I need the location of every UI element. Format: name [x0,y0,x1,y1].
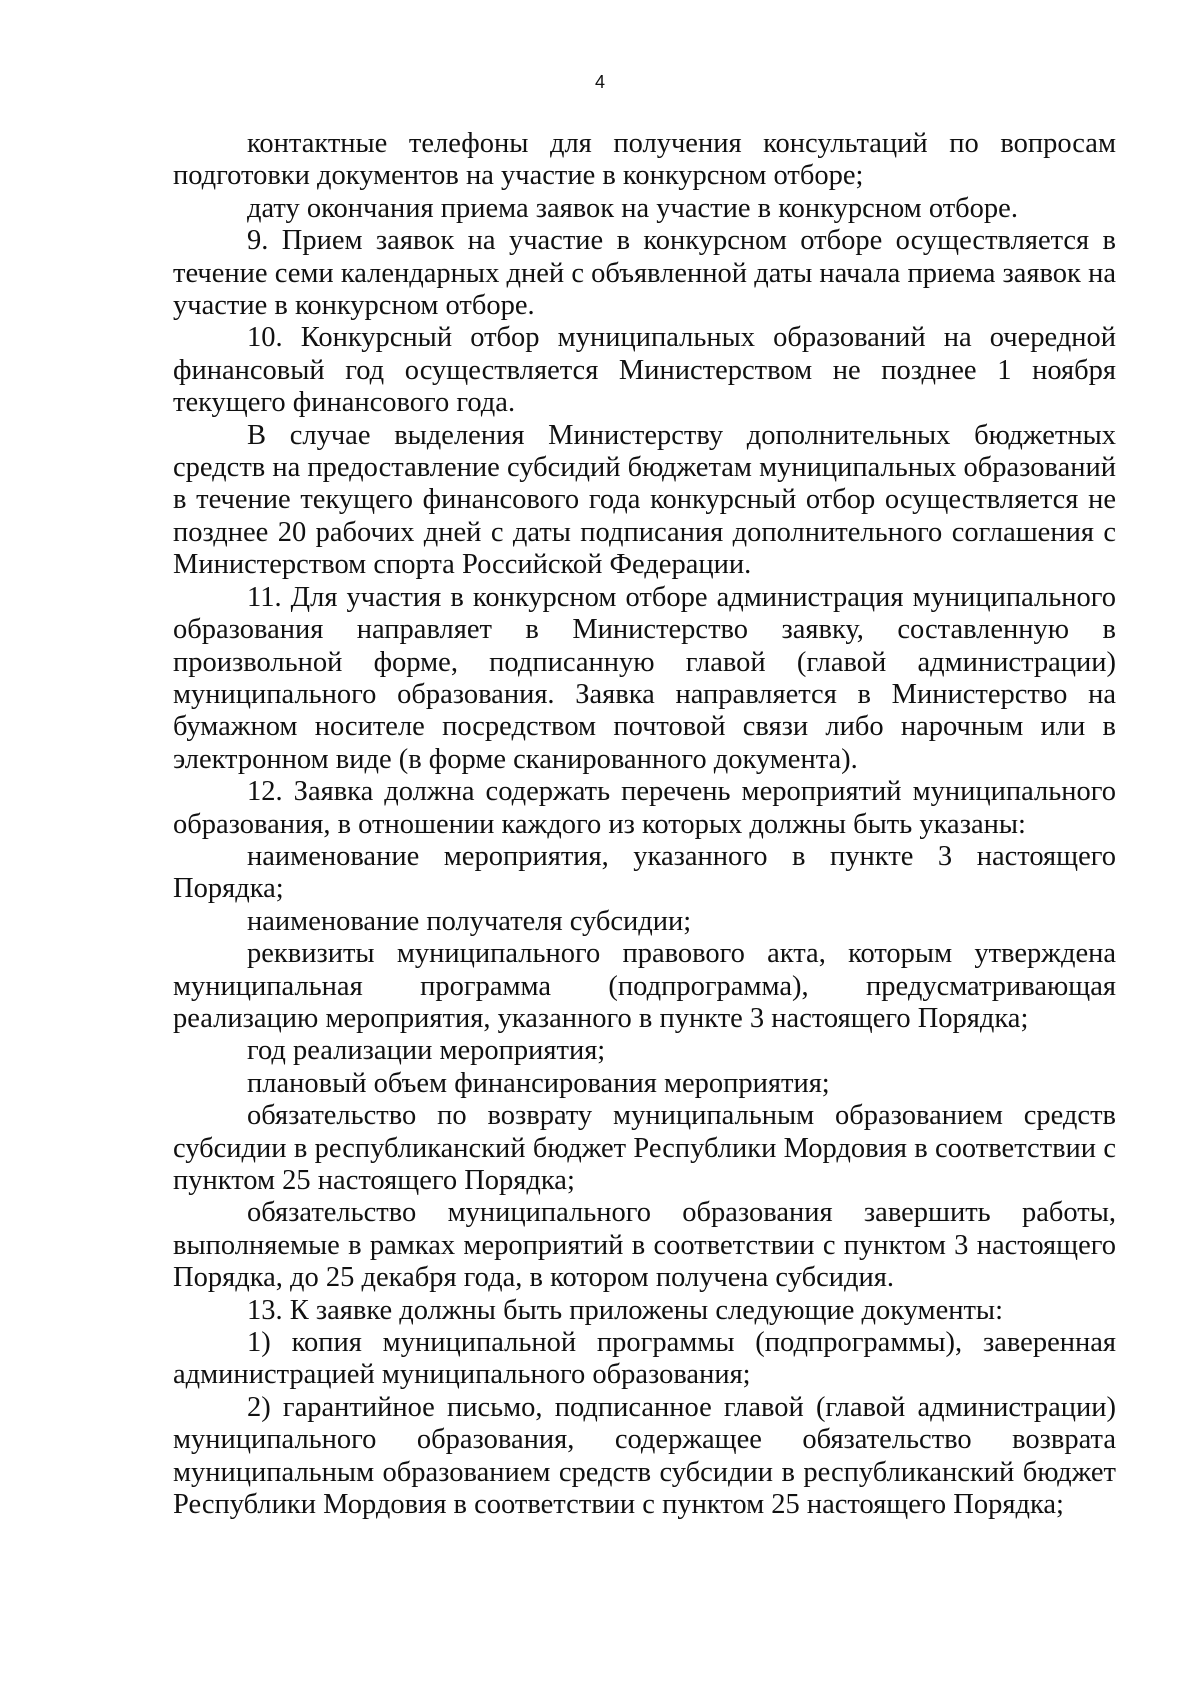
list-item-event-name: наименование мероприятия, указанного в пункте 3 настоящего Порядка; [173,840,1116,905]
list-item-program-copy: 1) копия муниципальной программы (подпрограммы), заверенная администрацией муниципального образования; [173,1327,1116,1391]
list-item-planned-funding: плановый объем финансирования мероприятия; [247,1067,830,1099]
list-item-guarantee-letter: 2) гарантийное письмо, подписанное главой (главой администрации) муниципального образования, содержащее обязательство возврата муниципальным образованием средств субсидии в республиканский бюджет Республики Мордовия в соответствии с пунктом 25 настоящего Порядка; [173,1391,1116,1521]
paragraph-contact-phones: контактные телефоны для получения консультаций по вопросам подготовки документов на участие в конкурсном отборе; [173,128,1116,192]
paragraph-additional-funds: В случае выделения Министерству дополнительных бюджетных средств на предоставление субсидий бюджетам муниципальных образований в течение текущего финансового года конкурсный отбор осуществляется не позднее 20 рабочих дней с даты подписания дополнительного соглашения с Министерством спорта Российской Федерации. [173,419,1116,581]
list-item-legal-act-details: реквизиты муниципального правового акта, которым утверждена муниципальная программа (подпрограмма), предусматривающая реализацию мероприятия, указанного в пункте 3 настоящего Порядка; [173,938,1116,1034]
paragraph-item-10: 10. Конкурсный отбор муниципальных образований на очередной финансовый год осуществляется Министерством не позднее 1 ноября текущего финансового года. [173,322,1116,419]
list-item-completion-obligation: обязательство муниципального образования завершить работы, выполняемые в рамках мероприятий в соответствии с пунктом 3 настоящего Порядка, до 25 декабря года, в котором получена субсидия. [173,1197,1116,1294]
list-item-refund-obligation: обязательство по возврату муниципальным образованием средств субсидии в республиканский бюджет Республики Мордовия в соответствии с пунктом 25 настоящего Порядка; [173,1100,1116,1196]
page-number: 4 [594,72,605,92]
paragraph-item-9: 9. Прием заявок на участие в конкурсном отборе осуществляется в течение семи календарных дней с объявленной даты начала приема заявок на участие в конкурсном отборе. [173,225,1116,322]
paragraph-item-11: 11. Для участия в конкурсном отборе администрация муниципального образования направляет в Министерство заявку, составленную в произвольной форме, подписанную главой (главой администрации) муниципального образования. Заявка направляется в Министерство на бумажном носителе посредством почтовой связи либо нарочным или в электронном виде (в форме сканированного документа). [173,581,1116,775]
paragraph-item-12: 12. Заявка должна содержать перечень мероприятий муниципального образования, в отношении каждого из которых должны быть указаны: [173,776,1116,840]
paragraph-item-13: 13. К заявке должны быть приложены следующие документы: [247,1294,1004,1326]
list-item-implementation-year: год реализации мероприятия; [247,1035,606,1067]
list-item-recipient-name: наименование получателя субсидии; [247,905,692,937]
document-body [173,128,1116,1521]
paragraph-deadline-date: дату окончания приема заявок на участие в конкурсном отборе. [247,192,1018,224]
